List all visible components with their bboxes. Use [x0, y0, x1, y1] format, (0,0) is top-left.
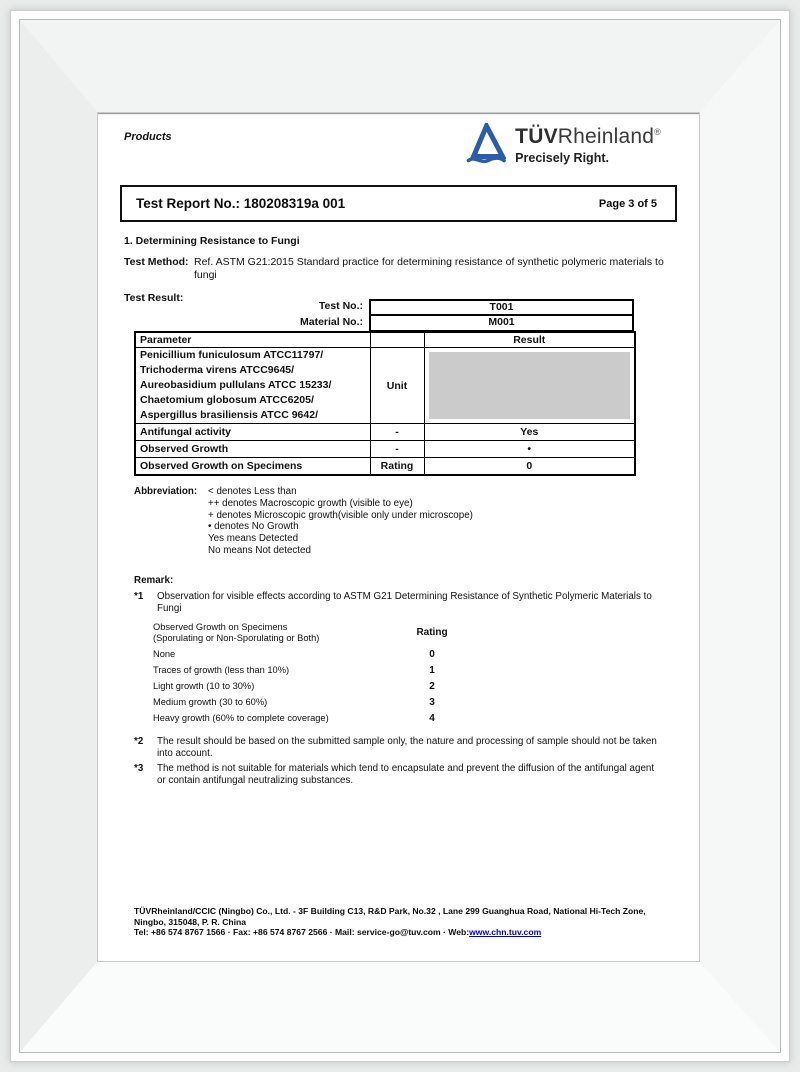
row-result: Yes — [424, 424, 635, 441]
rating-header-label: Rating — [416, 627, 448, 638]
abbreviation-line: No means Not detected — [208, 544, 311, 556]
fungi-line: Chaetomium globosum ATCC6205/ — [140, 394, 314, 406]
test-method-label: Test Method: — [124, 256, 189, 268]
rating-table — [153, 622, 463, 724]
redacted-result-cell — [424, 348, 635, 424]
rating-row — [153, 681, 463, 692]
footer-address-line2: Ningbo, 315048, P. R. China — [134, 916, 247, 927]
row-result: • — [424, 441, 635, 458]
rating-header-desc — [153, 622, 401, 643]
redacted-block — [429, 352, 631, 419]
table-row — [135, 424, 635, 441]
remark-marker: *1 — [134, 591, 144, 602]
remark-text: Observation for visible effects according to ASTM G21 Determining Resistance of Synthetic Polymeric Materials to Fungi — [157, 591, 652, 614]
document-page — [98, 113, 699, 961]
rating-value: 1 — [429, 665, 435, 676]
remark-text: The method is not suitable for materials which tend to encapsulate and prevent the diffusion of the antifungal agent or contain antifungal neutralizing substances. — [157, 763, 655, 786]
test-no-value: T001 — [369, 299, 634, 315]
brand-tuv: TÜV — [515, 125, 558, 148]
abbreviation-block — [134, 486, 473, 557]
rating-description: Traces of growth (less than 10%) — [153, 665, 290, 675]
rating-value: 3 — [429, 697, 435, 708]
remark-label: Remark: — [134, 575, 174, 586]
fungi-line: Aureobasidium pullulans ATCC 15233/ — [140, 379, 332, 391]
rating-description: None — [153, 649, 176, 659]
row-unit: - — [370, 441, 424, 458]
remark-item-2 — [134, 736, 679, 759]
rating-description: Light growth (10 to 30%) — [153, 681, 255, 691]
rating-row — [153, 665, 463, 676]
footer-web-link[interactable]: www.chn.tuv.com — [469, 927, 542, 938]
fungi-row — [135, 348, 635, 424]
tuv-triangle-icon — [466, 123, 506, 167]
footer-address-line1: TÜVRheinland/CCIC (Ningbo) Co., Ltd. - 3F Building C13, R&D Park, No.32 , Lane 299 Guanghua Road, National Hi-Tech Zone, — [134, 906, 646, 916]
test-result-label: Test Result: — [124, 292, 184, 304]
section-intro — [124, 235, 680, 304]
parameter-result-table — [134, 331, 636, 476]
footer-contact-line — [134, 927, 686, 938]
unit-cell: Unit — [370, 348, 424, 424]
abbreviation-lines — [208, 486, 473, 557]
picture-frame — [10, 10, 790, 1062]
remark-text: The result should be based on the submitted sample only, the nature and processing of sample should not be taken into account. — [157, 736, 657, 759]
test-method-text: Ref. ASTM G21:2015 Standard practice for determining resistance of synthetic polymeric materials to fungi — [194, 256, 664, 281]
abbreviation-line: < denotes Less than — [208, 486, 297, 497]
products-label: Products — [124, 131, 172, 143]
remark-item-3 — [134, 763, 679, 786]
table-row — [135, 458, 635, 476]
fungi-parameter-cell — [135, 348, 370, 424]
brand-rheinland: Rheinland — [557, 125, 655, 148]
footer-contact-text: Tel: +86 574 8767 1566 · Fax: +86 574 8767 2566 · Mail: service-go@tuv.com · Web: — [134, 927, 470, 938]
row-unit: - — [370, 424, 424, 441]
row-parameter: Observed Growth on Specimens — [135, 458, 370, 476]
rating-description: Heavy growth (60% to complete coverage) — [153, 713, 329, 723]
material-no-row — [134, 315, 634, 331]
table-row — [135, 441, 635, 458]
rating-header-line1: Observed Growth on Specimens — [153, 622, 288, 632]
remark-block — [134, 575, 679, 790]
report-number-bar — [120, 185, 677, 222]
row-result: 0 — [424, 458, 635, 476]
test-no-row — [134, 299, 634, 315]
registered-mark: ® — [654, 127, 661, 137]
section-heading: 1. Determining Resistance to Fungi — [124, 235, 300, 247]
result-header: Result — [424, 332, 635, 348]
remark-marker: *3 — [134, 763, 144, 774]
material-no-value: M001 — [369, 315, 634, 331]
rating-header-line2: (Sporulating or Non-Sporulating or Both) — [153, 632, 320, 643]
parameter-header: Parameter — [135, 332, 370, 348]
logo-text — [515, 119, 661, 165]
rating-row — [153, 697, 463, 708]
test-method-row — [124, 256, 680, 281]
tuv-rheinland-logo — [466, 119, 661, 167]
abbreviation-line: • denotes No Growth — [208, 521, 299, 533]
result-table — [134, 299, 634, 476]
rating-description: Medium growth (30 to 60%) — [153, 697, 268, 707]
fungi-line: Trichoderma virens ATCC9645/ — [140, 364, 295, 376]
rating-table-header — [153, 622, 463, 643]
rating-value: 2 — [429, 681, 435, 692]
abbreviation-line: + denotes Microscopic growth(visible only under microscope) — [208, 509, 473, 521]
abbreviation-line: Yes means Detected — [208, 533, 299, 545]
unit-header — [370, 332, 424, 348]
report-number: Test Report No.: 180208319a 001 — [136, 196, 346, 211]
frame-bevel — [20, 20, 780, 1052]
fungi-line: Aspergillus brasiliensis ATCC 9642/ — [140, 409, 318, 421]
material-no-label: Material No.: — [299, 316, 363, 328]
rating-value: 4 — [429, 713, 435, 724]
remark-item-1 — [134, 591, 679, 614]
abbreviation-line: ++ denotes Macroscopic growth (visible to eye) — [208, 497, 413, 509]
rating-row — [153, 713, 463, 724]
rating-value: 0 — [429, 649, 435, 660]
row-parameter: Antifungal activity — [135, 424, 370, 441]
fungi-line: Penicillium funiculosum ATCC11797/ — [140, 349, 324, 361]
remark-marker: *2 — [134, 736, 144, 747]
row-unit: Rating — [370, 458, 424, 476]
footer — [134, 906, 686, 938]
rating-row — [153, 649, 463, 660]
test-no-label: Test No.: — [318, 300, 363, 312]
row-parameter: Observed Growth — [135, 441, 370, 458]
abbreviation-label: Abbreviation: — [134, 486, 198, 497]
table-header-row — [135, 332, 635, 348]
brand-name — [515, 119, 661, 150]
brand-tagline: Precisely Right. — [515, 151, 609, 165]
page-indicator: Page 3 of 5 — [598, 197, 657, 210]
